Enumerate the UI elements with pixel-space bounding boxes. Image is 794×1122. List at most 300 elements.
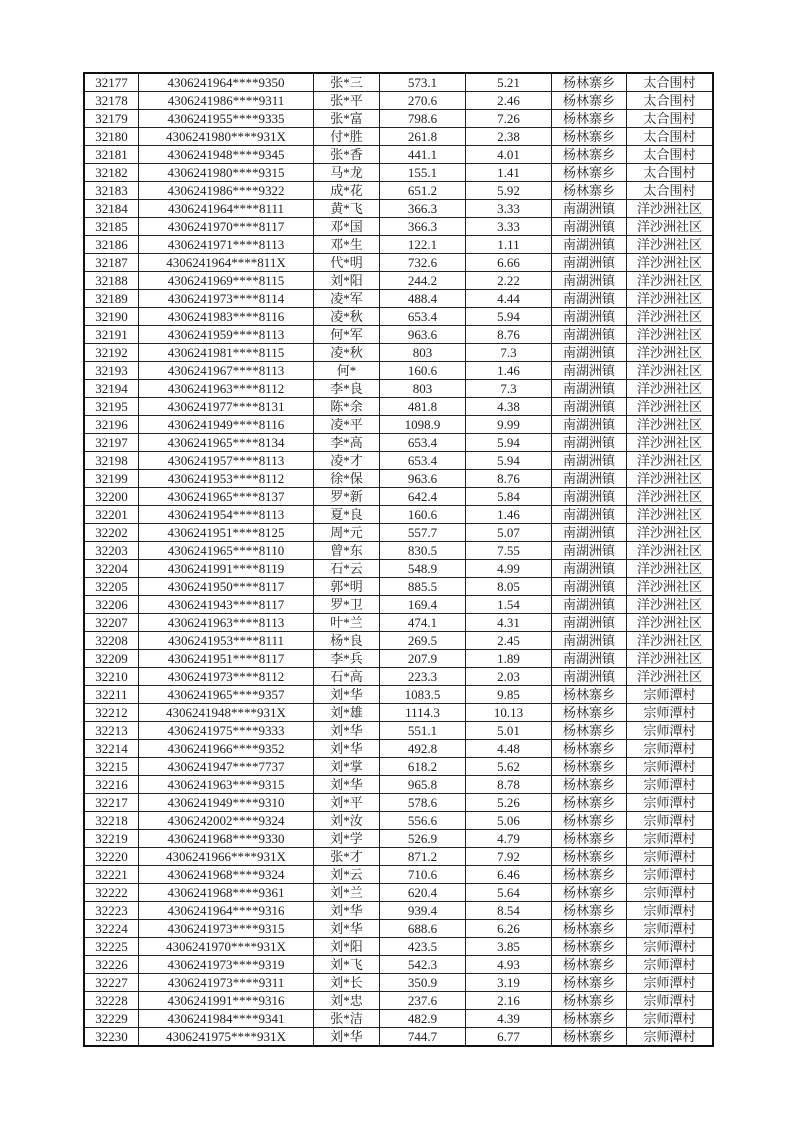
table-body bbox=[84, 73, 713, 1046]
cell-seq: 32205 bbox=[84, 578, 139, 596]
table-row bbox=[84, 632, 713, 650]
cell-township: 杨林寨乡 bbox=[552, 992, 627, 1010]
cell-value: 4.38 bbox=[466, 398, 552, 416]
cell-seq: 32201 bbox=[84, 506, 139, 524]
cell-amount: 269.5 bbox=[380, 632, 466, 650]
cell-name: 何*军 bbox=[314, 326, 380, 344]
cell-name: 代*明 bbox=[314, 254, 380, 272]
cell-value: 8.05 bbox=[466, 578, 552, 596]
cell-name: 马*龙 bbox=[314, 164, 380, 182]
cell-id-number: 4306241968****9324 bbox=[139, 866, 314, 884]
cell-amount: 160.6 bbox=[380, 506, 466, 524]
cell-id-number: 4306241943****8117 bbox=[139, 596, 314, 614]
table-row bbox=[84, 542, 713, 560]
cell-value: 2.45 bbox=[466, 632, 552, 650]
cell-village: 宗师潭村 bbox=[627, 974, 714, 992]
cell-amount: 488.4 bbox=[380, 290, 466, 308]
cell-township: 南湖洲镇 bbox=[552, 506, 627, 524]
cell-village: 宗师潭村 bbox=[627, 740, 714, 758]
table-row bbox=[84, 380, 713, 398]
cell-id-number: 4306241970****8117 bbox=[139, 218, 314, 236]
cell-id-number: 4306241984****9341 bbox=[139, 1010, 314, 1028]
cell-value: 4.79 bbox=[466, 830, 552, 848]
cell-amount: 653.4 bbox=[380, 434, 466, 452]
cell-village: 太合围村 bbox=[627, 146, 714, 164]
cell-amount: 963.6 bbox=[380, 470, 466, 488]
cell-id-number: 4306241950****8117 bbox=[139, 578, 314, 596]
cell-value: 2.03 bbox=[466, 668, 552, 686]
cell-village: 洋沙洲社区 bbox=[627, 560, 714, 578]
cell-name: 凌*平 bbox=[314, 416, 380, 434]
table-row bbox=[84, 974, 713, 992]
cell-village: 洋沙洲社区 bbox=[627, 308, 714, 326]
cell-seq: 32186 bbox=[84, 236, 139, 254]
cell-township: 南湖洲镇 bbox=[552, 452, 627, 470]
cell-id-number: 4306241991****8119 bbox=[139, 560, 314, 578]
cell-name: 刘*雄 bbox=[314, 704, 380, 722]
cell-seq: 32218 bbox=[84, 812, 139, 830]
cell-id-number: 4306241963****8112 bbox=[139, 380, 314, 398]
cell-seq: 32190 bbox=[84, 308, 139, 326]
cell-village: 洋沙洲社区 bbox=[627, 254, 714, 272]
cell-amount: 871.2 bbox=[380, 848, 466, 866]
cell-id-number: 4306241953****8111 bbox=[139, 632, 314, 650]
cell-seq: 32230 bbox=[84, 1028, 139, 1047]
cell-amount: 557.7 bbox=[380, 524, 466, 542]
table-row bbox=[84, 182, 713, 200]
cell-id-number: 4306241965****8137 bbox=[139, 488, 314, 506]
cell-township: 杨林寨乡 bbox=[552, 1028, 627, 1047]
table-row bbox=[84, 758, 713, 776]
table-row bbox=[84, 578, 713, 596]
table-row bbox=[84, 848, 713, 866]
cell-seq: 32222 bbox=[84, 884, 139, 902]
cell-value: 8.76 bbox=[466, 326, 552, 344]
cell-value: 7.55 bbox=[466, 542, 552, 560]
cell-township: 杨林寨乡 bbox=[552, 128, 627, 146]
cell-value: 6.77 bbox=[466, 1028, 552, 1047]
cell-township: 杨林寨乡 bbox=[552, 884, 627, 902]
cell-value: 10.13 bbox=[466, 704, 552, 722]
cell-value: 4.99 bbox=[466, 560, 552, 578]
cell-amount: 350.9 bbox=[380, 974, 466, 992]
cell-amount: 688.6 bbox=[380, 920, 466, 938]
cell-seq: 32209 bbox=[84, 650, 139, 668]
cell-id-number: 4306241971****8113 bbox=[139, 236, 314, 254]
table-row bbox=[84, 146, 713, 164]
cell-value: 1.54 bbox=[466, 596, 552, 614]
cell-name: 石*高 bbox=[314, 668, 380, 686]
cell-village: 洋沙洲社区 bbox=[627, 506, 714, 524]
cell-amount: 578.6 bbox=[380, 794, 466, 812]
cell-value: 2.16 bbox=[466, 992, 552, 1010]
cell-amount: 244.2 bbox=[380, 272, 466, 290]
cell-id-number: 4306241947****7737 bbox=[139, 758, 314, 776]
cell-township: 南湖洲镇 bbox=[552, 272, 627, 290]
cell-village: 洋沙洲社区 bbox=[627, 452, 714, 470]
cell-village: 洋沙洲社区 bbox=[627, 272, 714, 290]
cell-township: 杨林寨乡 bbox=[552, 776, 627, 794]
cell-seq: 32198 bbox=[84, 452, 139, 470]
cell-value: 3.19 bbox=[466, 974, 552, 992]
cell-amount: 1098.9 bbox=[380, 416, 466, 434]
cell-village: 洋沙洲社区 bbox=[627, 326, 714, 344]
cell-value: 8.54 bbox=[466, 902, 552, 920]
cell-id-number: 4306241975****9333 bbox=[139, 722, 314, 740]
cell-village: 太合围村 bbox=[627, 182, 714, 200]
cell-village: 洋沙洲社区 bbox=[627, 470, 714, 488]
table-row bbox=[84, 236, 713, 254]
table-row bbox=[84, 1010, 713, 1028]
cell-village: 洋沙洲社区 bbox=[627, 344, 714, 362]
cell-id-number: 4306241991****9316 bbox=[139, 992, 314, 1010]
table-row bbox=[84, 92, 713, 110]
table-row bbox=[84, 938, 713, 956]
cell-name: 刘*华 bbox=[314, 686, 380, 704]
cell-name: 何* bbox=[314, 362, 380, 380]
cell-id-number: 4306241965****8110 bbox=[139, 542, 314, 560]
cell-township: 杨林寨乡 bbox=[552, 848, 627, 866]
table-row bbox=[84, 920, 713, 938]
cell-township: 南湖洲镇 bbox=[552, 254, 627, 272]
cell-township: 南湖洲镇 bbox=[552, 524, 627, 542]
cell-value: 2.22 bbox=[466, 272, 552, 290]
cell-id-number: 4306241973****9315 bbox=[139, 920, 314, 938]
cell-seq: 32229 bbox=[84, 1010, 139, 1028]
cell-seq: 32179 bbox=[84, 110, 139, 128]
cell-id-number: 4306241963****8113 bbox=[139, 614, 314, 632]
cell-amount: 573.1 bbox=[380, 73, 466, 92]
cell-name: 刘*掌 bbox=[314, 758, 380, 776]
cell-township: 南湖洲镇 bbox=[552, 398, 627, 416]
cell-village: 洋沙洲社区 bbox=[627, 290, 714, 308]
cell-id-number: 4306241965****9357 bbox=[139, 686, 314, 704]
cell-amount: 803 bbox=[380, 380, 466, 398]
cell-name: 张*三 bbox=[314, 73, 380, 92]
table-row bbox=[84, 884, 713, 902]
cell-value: 5.92 bbox=[466, 182, 552, 200]
cell-value: 2.38 bbox=[466, 128, 552, 146]
cell-id-number: 4306241973****8112 bbox=[139, 668, 314, 686]
cell-name: 夏*良 bbox=[314, 506, 380, 524]
table-row bbox=[84, 956, 713, 974]
cell-name: 石*云 bbox=[314, 560, 380, 578]
cell-village: 太合围村 bbox=[627, 164, 714, 182]
cell-id-number: 4306241959****8113 bbox=[139, 326, 314, 344]
cell-seq: 32189 bbox=[84, 290, 139, 308]
cell-township: 南湖洲镇 bbox=[552, 236, 627, 254]
cell-village: 洋沙洲社区 bbox=[627, 416, 714, 434]
cell-village: 洋沙洲社区 bbox=[627, 542, 714, 560]
cell-village: 洋沙洲社区 bbox=[627, 578, 714, 596]
cell-value: 6.66 bbox=[466, 254, 552, 272]
cell-id-number: 4306241965****8134 bbox=[139, 434, 314, 452]
cell-amount: 492.8 bbox=[380, 740, 466, 758]
cell-township: 杨林寨乡 bbox=[552, 866, 627, 884]
table-row bbox=[84, 596, 713, 614]
cell-name: 徐*保 bbox=[314, 470, 380, 488]
cell-id-number: 4306241967****8113 bbox=[139, 362, 314, 380]
cell-name: 邓*生 bbox=[314, 236, 380, 254]
cell-village: 洋沙洲社区 bbox=[627, 614, 714, 632]
cell-township: 杨林寨乡 bbox=[552, 722, 627, 740]
cell-seq: 32206 bbox=[84, 596, 139, 614]
table-row bbox=[84, 902, 713, 920]
cell-seq: 32228 bbox=[84, 992, 139, 1010]
cell-seq: 32221 bbox=[84, 866, 139, 884]
cell-seq: 32211 bbox=[84, 686, 139, 704]
cell-value: 5.01 bbox=[466, 722, 552, 740]
cell-seq: 32203 bbox=[84, 542, 139, 560]
cell-value: 1.89 bbox=[466, 650, 552, 668]
cell-value: 5.06 bbox=[466, 812, 552, 830]
cell-id-number: 4306241949****9310 bbox=[139, 794, 314, 812]
cell-township: 杨林寨乡 bbox=[552, 812, 627, 830]
cell-township: 南湖洲镇 bbox=[552, 488, 627, 506]
cell-amount: 482.9 bbox=[380, 1010, 466, 1028]
cell-village: 宗师潭村 bbox=[627, 884, 714, 902]
cell-township: 杨林寨乡 bbox=[552, 956, 627, 974]
cell-value: 9.85 bbox=[466, 686, 552, 704]
cell-value: 5.84 bbox=[466, 488, 552, 506]
cell-id-number: 4306241970****931X bbox=[139, 938, 314, 956]
cell-value: 5.94 bbox=[466, 434, 552, 452]
cell-seq: 32202 bbox=[84, 524, 139, 542]
cell-seq: 32223 bbox=[84, 902, 139, 920]
cell-name: 凌*秋 bbox=[314, 308, 380, 326]
cell-amount: 160.6 bbox=[380, 362, 466, 380]
cell-amount: 963.6 bbox=[380, 326, 466, 344]
cell-township: 南湖洲镇 bbox=[552, 470, 627, 488]
table-row bbox=[84, 290, 713, 308]
cell-name: 罗*卫 bbox=[314, 596, 380, 614]
cell-seq: 32213 bbox=[84, 722, 139, 740]
cell-seq: 32207 bbox=[84, 614, 139, 632]
table-row bbox=[84, 110, 713, 128]
cell-seq: 32199 bbox=[84, 470, 139, 488]
cell-value: 1.46 bbox=[466, 506, 552, 524]
cell-name: 刘*学 bbox=[314, 830, 380, 848]
cell-id-number: 4306241980****931X bbox=[139, 128, 314, 146]
cell-id-number: 4306241973****9311 bbox=[139, 974, 314, 992]
cell-value: 1.41 bbox=[466, 164, 552, 182]
cell-village: 洋沙洲社区 bbox=[627, 596, 714, 614]
cell-seq: 32187 bbox=[84, 254, 139, 272]
cell-value: 7.92 bbox=[466, 848, 552, 866]
cell-seq: 32177 bbox=[84, 73, 139, 92]
table-row bbox=[84, 344, 713, 362]
table-row bbox=[84, 452, 713, 470]
cell-value: 6.46 bbox=[466, 866, 552, 884]
cell-value: 7.3 bbox=[466, 380, 552, 398]
cell-village: 宗师潭村 bbox=[627, 902, 714, 920]
table-row bbox=[84, 524, 713, 542]
table-row bbox=[84, 776, 713, 794]
cell-village: 宗师潭村 bbox=[627, 776, 714, 794]
cell-amount: 548.9 bbox=[380, 560, 466, 578]
table-row bbox=[84, 866, 713, 884]
cell-name: 李*良 bbox=[314, 380, 380, 398]
cell-id-number: 4306241966****931X bbox=[139, 848, 314, 866]
cell-amount: 551.1 bbox=[380, 722, 466, 740]
cell-name: 张*富 bbox=[314, 110, 380, 128]
cell-seq: 32184 bbox=[84, 200, 139, 218]
cell-amount: 653.4 bbox=[380, 308, 466, 326]
cell-amount: 1114.3 bbox=[380, 704, 466, 722]
table-row bbox=[84, 506, 713, 524]
cell-seq: 32219 bbox=[84, 830, 139, 848]
cell-name: 刘*阳 bbox=[314, 272, 380, 290]
cell-value: 4.44 bbox=[466, 290, 552, 308]
table-row bbox=[84, 362, 713, 380]
cell-township: 杨林寨乡 bbox=[552, 830, 627, 848]
cell-name: 刘*华 bbox=[314, 776, 380, 794]
cell-amount: 542.3 bbox=[380, 956, 466, 974]
table-row bbox=[84, 272, 713, 290]
cell-value: 4.01 bbox=[466, 146, 552, 164]
cell-amount: 939.4 bbox=[380, 902, 466, 920]
cell-village: 宗师潭村 bbox=[627, 830, 714, 848]
cell-value: 4.93 bbox=[466, 956, 552, 974]
cell-township: 南湖洲镇 bbox=[552, 416, 627, 434]
table-row bbox=[84, 326, 713, 344]
cell-name: 刘*华 bbox=[314, 1028, 380, 1047]
cell-id-number: 4306242002****9324 bbox=[139, 812, 314, 830]
cell-township: 杨林寨乡 bbox=[552, 164, 627, 182]
cell-township: 南湖洲镇 bbox=[552, 344, 627, 362]
cell-township: 南湖洲镇 bbox=[552, 632, 627, 650]
cell-seq: 32208 bbox=[84, 632, 139, 650]
table-row bbox=[84, 218, 713, 236]
cell-id-number: 4306241951****8125 bbox=[139, 524, 314, 542]
cell-amount: 155.1 bbox=[380, 164, 466, 182]
cell-village: 洋沙洲社区 bbox=[627, 236, 714, 254]
table-row bbox=[84, 164, 713, 182]
cell-name: 凌*才 bbox=[314, 452, 380, 470]
table-row bbox=[84, 470, 713, 488]
cell-name: 刘*华 bbox=[314, 902, 380, 920]
cell-seq: 32185 bbox=[84, 218, 139, 236]
cell-seq: 32196 bbox=[84, 416, 139, 434]
cell-amount: 618.2 bbox=[380, 758, 466, 776]
cell-seq: 32183 bbox=[84, 182, 139, 200]
cell-id-number: 4306241966****9352 bbox=[139, 740, 314, 758]
cell-value: 1.11 bbox=[466, 236, 552, 254]
table-row bbox=[84, 830, 713, 848]
cell-amount: 122.1 bbox=[380, 236, 466, 254]
cell-name: 刘*飞 bbox=[314, 956, 380, 974]
cell-name: 周*元 bbox=[314, 524, 380, 542]
cell-seq: 32214 bbox=[84, 740, 139, 758]
cell-name: 刘*忠 bbox=[314, 992, 380, 1010]
cell-amount: 732.6 bbox=[380, 254, 466, 272]
cell-seq: 32194 bbox=[84, 380, 139, 398]
data-table bbox=[83, 72, 714, 1047]
table-row bbox=[84, 308, 713, 326]
cell-amount: 474.1 bbox=[380, 614, 466, 632]
cell-amount: 441.1 bbox=[380, 146, 466, 164]
table-row bbox=[84, 73, 713, 92]
cell-name: 黄*飞 bbox=[314, 200, 380, 218]
cell-name: 刘*阳 bbox=[314, 938, 380, 956]
cell-id-number: 4306241973****8114 bbox=[139, 290, 314, 308]
table-row bbox=[84, 128, 713, 146]
cell-village: 宗师潭村 bbox=[627, 992, 714, 1010]
cell-value: 1.46 bbox=[466, 362, 552, 380]
cell-name: 张*才 bbox=[314, 848, 380, 866]
cell-township: 杨林寨乡 bbox=[552, 704, 627, 722]
cell-amount: 803 bbox=[380, 344, 466, 362]
cell-seq: 32192 bbox=[84, 344, 139, 362]
cell-village: 太合围村 bbox=[627, 73, 714, 92]
cell-village: 太合围村 bbox=[627, 92, 714, 110]
cell-name: 刘*长 bbox=[314, 974, 380, 992]
cell-amount: 223.3 bbox=[380, 668, 466, 686]
cell-township: 杨林寨乡 bbox=[552, 1010, 627, 1028]
cell-township: 南湖洲镇 bbox=[552, 560, 627, 578]
cell-village: 洋沙洲社区 bbox=[627, 524, 714, 542]
cell-amount: 237.6 bbox=[380, 992, 466, 1010]
table-row bbox=[84, 560, 713, 578]
cell-id-number: 4306241980****9315 bbox=[139, 164, 314, 182]
cell-amount: 798.6 bbox=[380, 110, 466, 128]
cell-id-number: 4306241968****9361 bbox=[139, 884, 314, 902]
cell-village: 洋沙洲社区 bbox=[627, 398, 714, 416]
cell-village: 宗师潭村 bbox=[627, 1028, 714, 1047]
table-row bbox=[84, 650, 713, 668]
cell-seq: 32191 bbox=[84, 326, 139, 344]
cell-seq: 32195 bbox=[84, 398, 139, 416]
cell-amount: 366.3 bbox=[380, 218, 466, 236]
cell-id-number: 4306241957****8113 bbox=[139, 452, 314, 470]
cell-amount: 642.4 bbox=[380, 488, 466, 506]
cell-name: 郭*明 bbox=[314, 578, 380, 596]
table-row bbox=[84, 812, 713, 830]
cell-name: 陈*余 bbox=[314, 398, 380, 416]
cell-amount: 423.5 bbox=[380, 938, 466, 956]
cell-township: 杨林寨乡 bbox=[552, 794, 627, 812]
cell-amount: 885.5 bbox=[380, 578, 466, 596]
cell-seq: 32181 bbox=[84, 146, 139, 164]
cell-value: 8.76 bbox=[466, 470, 552, 488]
cell-township: 杨林寨乡 bbox=[552, 740, 627, 758]
cell-id-number: 4306241964****8111 bbox=[139, 200, 314, 218]
cell-value: 6.26 bbox=[466, 920, 552, 938]
cell-name: 罗*新 bbox=[314, 488, 380, 506]
cell-township: 杨林寨乡 bbox=[552, 758, 627, 776]
table-row bbox=[84, 992, 713, 1010]
table-row bbox=[84, 740, 713, 758]
cell-id-number: 4306241948****9345 bbox=[139, 146, 314, 164]
cell-township: 杨林寨乡 bbox=[552, 182, 627, 200]
cell-amount: 965.8 bbox=[380, 776, 466, 794]
cell-township: 南湖洲镇 bbox=[552, 668, 627, 686]
cell-village: 宗师潭村 bbox=[627, 956, 714, 974]
cell-village: 洋沙洲社区 bbox=[627, 362, 714, 380]
cell-township: 南湖洲镇 bbox=[552, 326, 627, 344]
cell-village: 太合围村 bbox=[627, 128, 714, 146]
cell-township: 南湖洲镇 bbox=[552, 578, 627, 596]
cell-seq: 32193 bbox=[84, 362, 139, 380]
cell-amount: 653.4 bbox=[380, 452, 466, 470]
cell-id-number: 4306241973****9319 bbox=[139, 956, 314, 974]
cell-seq: 32188 bbox=[84, 272, 139, 290]
cell-id-number: 4306241963****9315 bbox=[139, 776, 314, 794]
cell-name: 刘*华 bbox=[314, 920, 380, 938]
cell-township: 南湖洲镇 bbox=[552, 200, 627, 218]
cell-seq: 32182 bbox=[84, 164, 139, 182]
cell-amount: 556.6 bbox=[380, 812, 466, 830]
